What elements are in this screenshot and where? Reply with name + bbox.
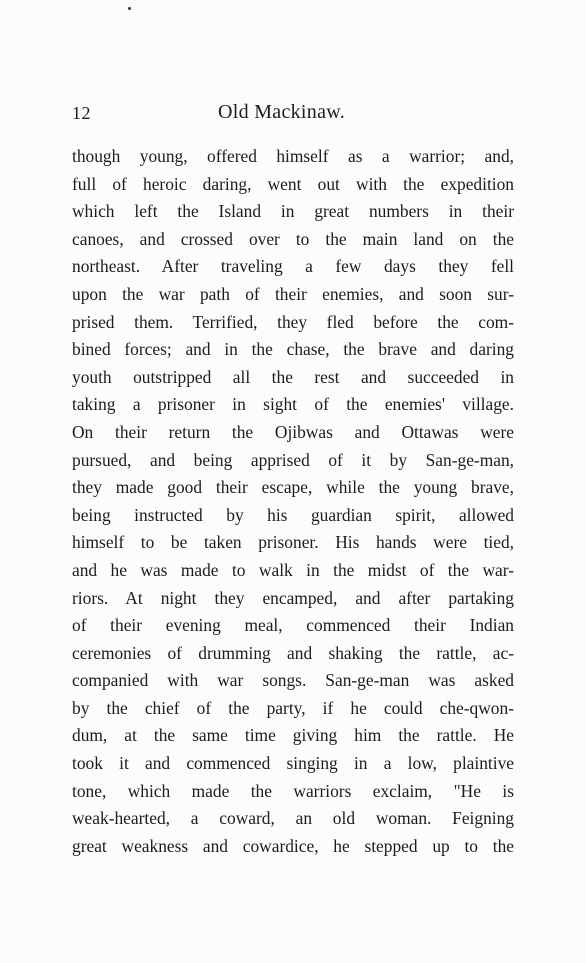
text-line: On their return the Ojibwas and Ottawas were bbox=[72, 421, 514, 442]
text-line: took it and commenced singing in a low, plaintive bbox=[72, 753, 514, 774]
text-line: weak-hearted, a coward, an old woman. Feigning bbox=[72, 808, 514, 829]
running-title: Old Mackinaw. bbox=[218, 101, 346, 123]
text-line: northeast. After traveling a few days they fell bbox=[72, 256, 514, 277]
text-line: of their evening meal, commenced their Indian bbox=[72, 615, 514, 636]
text-line: youth outstripped all the rest and succeeded in bbox=[72, 366, 514, 387]
text-line: upon the war path of their enemies, and soon sur- bbox=[72, 283, 514, 304]
page-number: 12 bbox=[72, 103, 91, 123]
text-line: companied with war songs. San-ge-man was asked bbox=[72, 670, 514, 691]
text-line: himself to be taken prisoner. His hands were tied, bbox=[72, 532, 514, 553]
text-line: full of heroic daring, went out with the expedition bbox=[72, 173, 514, 194]
text-line: they made good their escape, while the young brave, bbox=[72, 477, 514, 498]
text-line: great weakness and cowardice, he stepped up to the bbox=[72, 835, 514, 856]
page-header bbox=[72, 101, 514, 129]
text-line: taking a prisoner in sight of the enemies' village. bbox=[72, 394, 514, 415]
text-line: and he was made to walk in the midst of the war- bbox=[72, 559, 514, 580]
text-line: pursued, and being apprised of it by San-ge-man, bbox=[72, 449, 514, 470]
text-line: ceremonies of drumming and shaking the rattle, ac- bbox=[72, 642, 514, 663]
text-line: which left the Island in great numbers in their bbox=[72, 201, 514, 222]
text-line: being instructed by his guardian spirit, allowed bbox=[72, 504, 514, 525]
text-line: prised them. Terrified, they fled before the com- bbox=[72, 311, 514, 332]
text-line: by the chief of the party, if he could che-qwon- bbox=[72, 697, 514, 718]
print-speck bbox=[128, 7, 131, 10]
text-line: tone, which made the warriors exclaim, "He is bbox=[72, 780, 514, 801]
body-text bbox=[72, 143, 514, 860]
text-line: riors. At night they encamped, and after partaking bbox=[72, 587, 514, 608]
text-line: dum, at the same time giving him the rattle. He bbox=[72, 725, 514, 746]
text-line: canoes, and crossed over to the main land on the bbox=[72, 228, 514, 249]
text-line: though young, offered himself as a warrior; and, bbox=[72, 146, 514, 166]
text-line: bined forces; and in the chase, the brave and daring bbox=[72, 339, 514, 360]
